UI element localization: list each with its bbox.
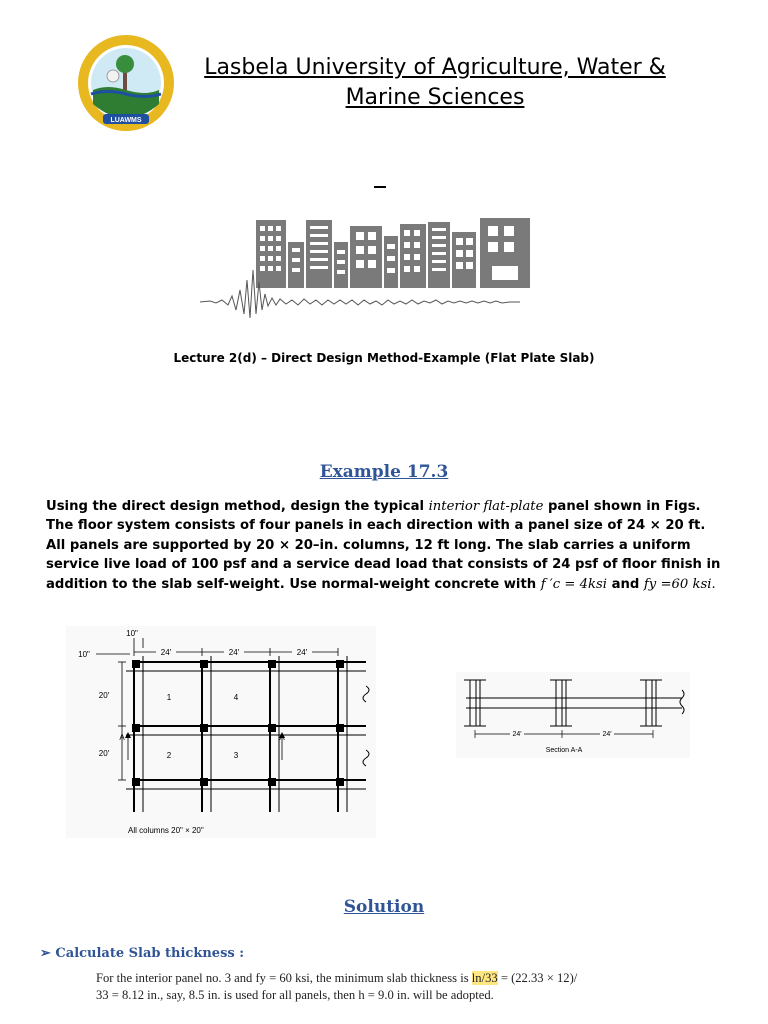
- section-dim-24-1: 24′: [512, 731, 522, 738]
- solution-heading: Solution: [343, 897, 425, 917]
- dash-mark: [374, 186, 386, 188]
- problem-statement: [46, 497, 726, 594]
- calc-text-a: For the interior panel no. 3 and fy = 60 ksi, the minimum slab thickness is: [96, 971, 472, 985]
- slab-thickness-calculation: [96, 970, 726, 1004]
- problem-italic: interior flat-plate: [428, 499, 544, 514]
- lecture-title: Lecture 2(d) – Direct Design Method-Example (Flat Plate Slab): [173, 351, 595, 365]
- calc-line-1: [96, 970, 726, 987]
- panel-2: 2: [166, 751, 172, 760]
- title-line-1: Lasbela University of Agriculture, Water &: [204, 55, 666, 80]
- problem-text-2: panel shown in Figs. The floor system consists of four panels in each direction with a panel size of 24 × 20 ft. All panels are supported by 20 × 20–in. columns, 12 ft long. The slab carries a uniform service live load of 100 psf and a service dead load that consists of 24 psf of floor finish in addition to the slab self-weight. Use normal-weight concrete with: [46, 499, 721, 592]
- floor-plan-figure: [66, 626, 376, 838]
- problem-text-1: Using the direct design method, design the typical: [46, 499, 429, 514]
- section-mark-left: A: [119, 733, 125, 742]
- calc-highlight: ln/33: [471, 971, 498, 985]
- panel-3: 3: [233, 751, 239, 760]
- university-title: [175, 53, 695, 113]
- section-aa-figure: [456, 672, 690, 758]
- university-logo: [77, 34, 175, 132]
- example-heading: Example 17.3: [319, 462, 449, 482]
- calc-text-b: = (22.33 × 12)/: [497, 971, 578, 985]
- section-caption: Section A-A: [545, 747, 583, 754]
- logo-text: LUAWMS: [110, 117, 142, 124]
- panel-1: 1: [166, 693, 172, 702]
- fy-value: fy =60 ksi.: [643, 576, 716, 592]
- calc-line-2: 33 = 8.12 in., say, 8.5 in. is used for all panels, then h = 9.0 in. will be adopted.: [96, 988, 494, 1002]
- step-heading: ➢ Calculate Slab thickness :: [40, 946, 245, 961]
- plan-caption: All columns 20" × 20": [128, 826, 204, 835]
- section-mark-right: A: [279, 733, 285, 742]
- dim-24-3: 24′: [296, 648, 308, 657]
- dim-24-2: 24′: [228, 648, 240, 657]
- title-line-2: Marine Sciences: [345, 85, 525, 110]
- dim-20-1: 20′: [98, 691, 110, 700]
- and-text: and: [607, 576, 644, 592]
- fc-value: f ′c = 4ksi: [540, 576, 607, 592]
- dim-24-1: 24′: [160, 648, 172, 657]
- panel-4: 4: [233, 693, 239, 702]
- buildings-seismograph-illustration: [200, 210, 540, 322]
- dim-20-2: 20′: [98, 749, 110, 758]
- dim-10-top: 10": [126, 629, 138, 638]
- section-dim-24-2: 24′: [602, 731, 612, 738]
- dim-10-left: 10": [78, 650, 90, 659]
